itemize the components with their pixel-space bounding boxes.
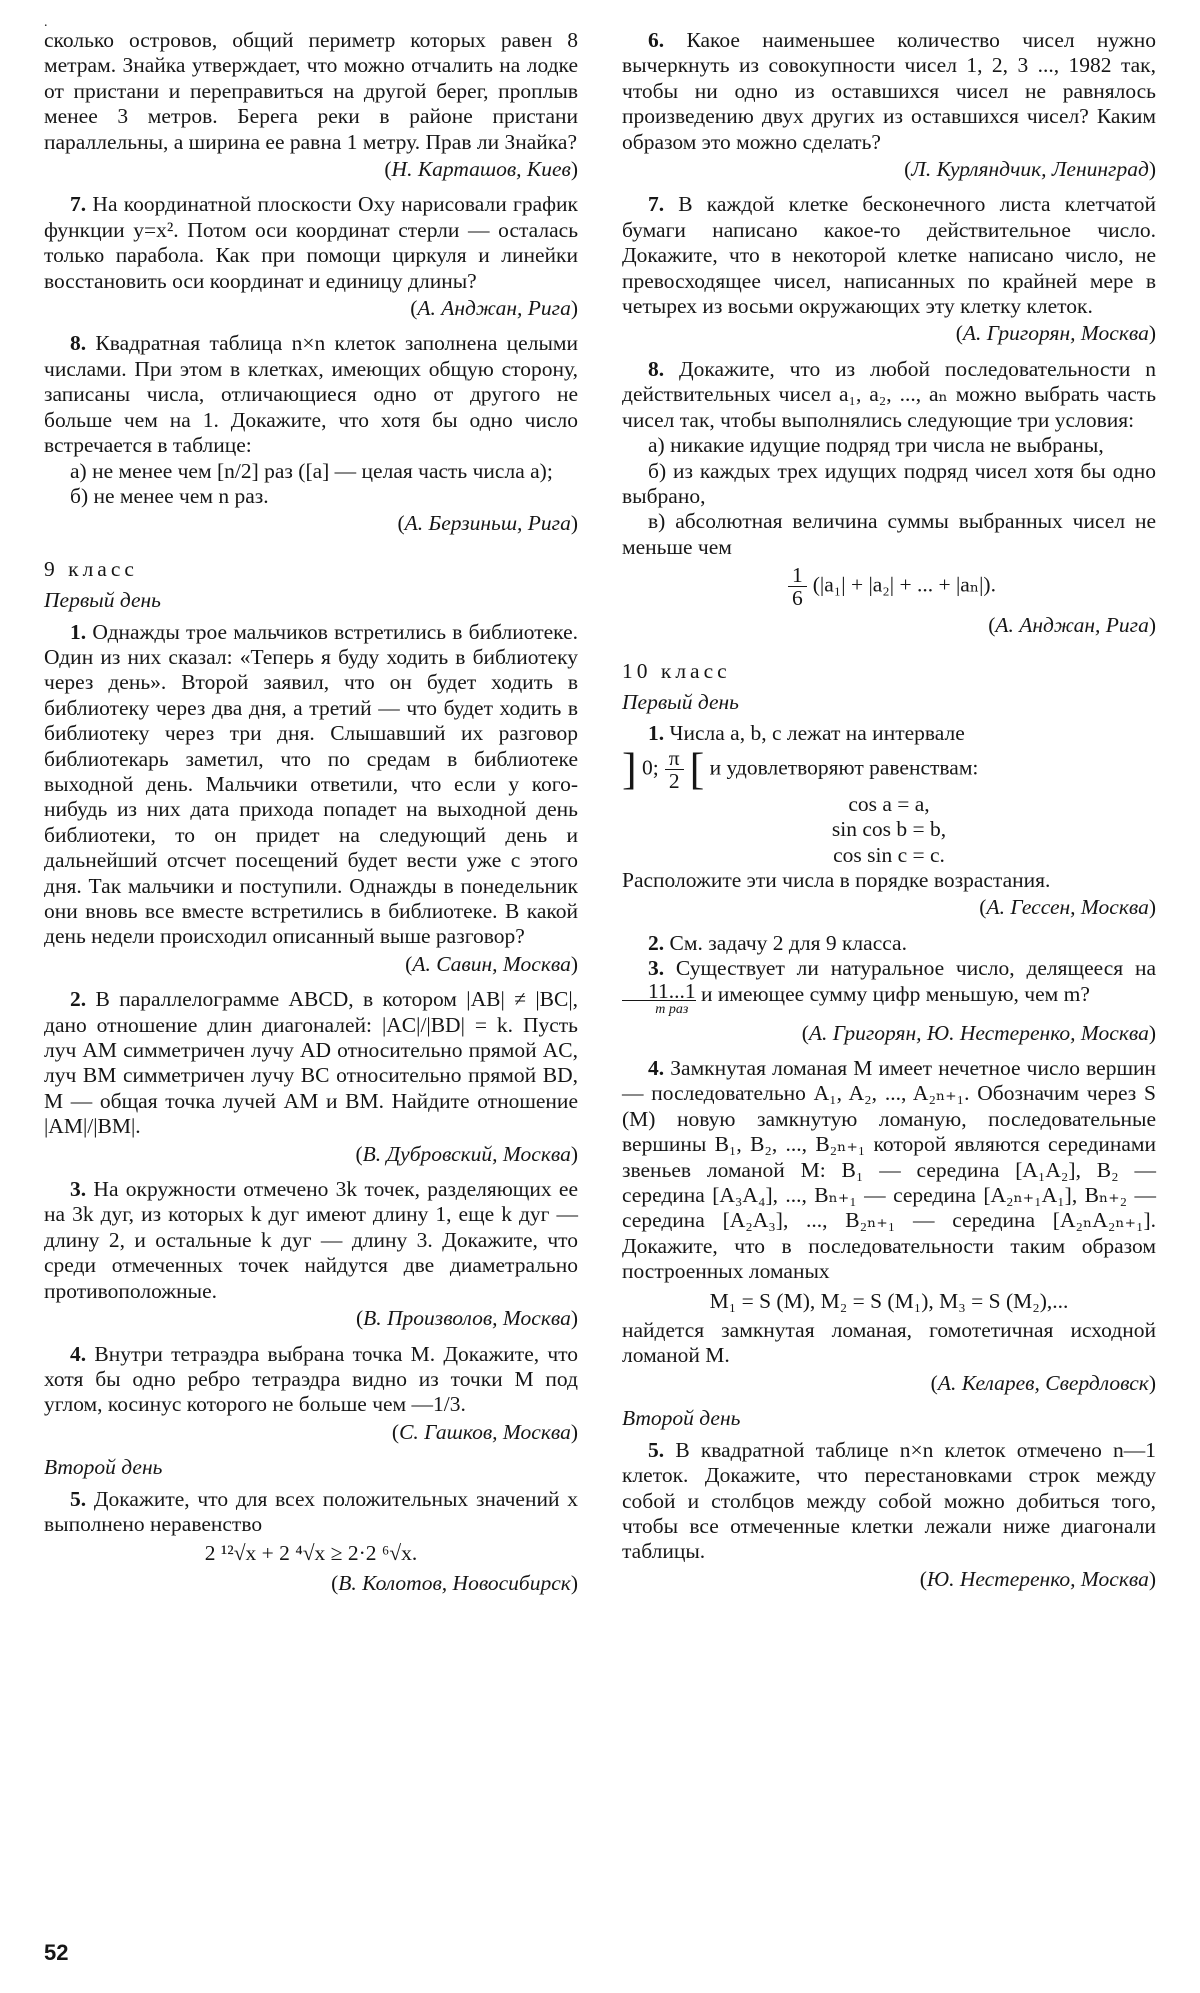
grade-10-problem-4-number: 4. bbox=[648, 1056, 665, 1080]
grade-9-day-1-heading: Первый день bbox=[44, 588, 161, 613]
pi-over-two-fraction: $\frac{\pi}{2}$ bbox=[665, 747, 684, 792]
grade-9-heading: 9 класс bbox=[44, 556, 138, 581]
grade-10-problem-1-author: (А. Гессен, Москва) bbox=[979, 895, 1156, 920]
grade-10-problem-1-number: 1. bbox=[648, 721, 665, 746]
problem-8-part-a: а) не менее чем [n/2] раз ([a] — целая часть числа a); bbox=[70, 458, 553, 483]
problem-8-right-formula: $\frac{1}{6}$ (|a₁| + |a₂| + ... + |aₙ|). bbox=[622, 564, 1156, 609]
problem-7-right: 7. В каждой клетке бесконечного листа клетчатой бумаги написано какое-то действительное число. Докажите, что в некоторой клетке написано число, не превосходящее чисел, написанных по крайней мере в четырех из восьми окружающих эту клетку клеток. bbox=[622, 192, 1157, 319]
grade-9-problem-3-number: 3. bbox=[70, 1177, 87, 1202]
grade-10-problem-1-equation-3: cos sin c = c. bbox=[833, 842, 945, 867]
problem-8-right-part-a: а) никакие идущие подряд три числа не выбраны, bbox=[648, 433, 1104, 458]
grade-10-problem-4: 4. Замкнутая ломаная M имеет нечетное число вершин — последовательно A₁, A₂, ..., A₂ₙ₊₁. Обозначим через S (M) новую замкнутую ломаную, последовательные вершины B₁, B₂, ..., B₂ₙ₊₁ которой являются серединами звеньев ломаной M: B₁ — середина [A₁A₂], B₂ — середина [A₃A₄], ..., Bₙ₊₁ — середина [A₂ₙ₊₁A₁], Bₙ₊₂ — середина [A₂A₃], ..., B₂ₙ₊₁ — середина [A₂ₙA₂ₙ₊₁]. Докажите, что в последовательности таким образом построенных ломаных bbox=[622, 1056, 1157, 1284]
problem-8-author: (А. Берзиньш, Рига) bbox=[397, 511, 578, 536]
left-column bbox=[44, 28, 578, 1606]
grade-10-heading: 10 класс bbox=[622, 658, 731, 683]
grade-10-problem-5-number: 5. bbox=[648, 1437, 665, 1462]
problem-7-author: (А. Анджан, Рига) bbox=[410, 296, 578, 321]
top-mark: . bbox=[44, 15, 48, 30]
grade-10-problem-1: 1. Числа a, b, c лежат на интервале bbox=[648, 721, 965, 746]
problem-7: 7. На координатной плоскости Oxy нарисовали график функции y=x². Потом оси координат стерли — осталась только парабола. Как при помощи циркуля и линейки восстановить оси координат и единицу длины? bbox=[44, 192, 578, 293]
grade-10-problem-4-formula: M₁ = S (M), M₂ = S (M₁), M₃ = S (M₂),... bbox=[709, 1288, 1069, 1313]
grade-10-problem-3: 3. Существует ли натуральное число, делящееся на 11...1 m раз и имеющее сумму цифр меньшую, чем m? bbox=[622, 956, 1156, 1018]
grade-9-problem-2-number: 2. bbox=[70, 987, 87, 1012]
grade-9-problem-4-number: 4. bbox=[70, 1341, 87, 1366]
grade-9-problem-1-number: 1. bbox=[70, 619, 87, 644]
page-number: 52 bbox=[44, 1940, 69, 1965]
problem-8-right: 8. Докажите, что из любой последовательности n действительных чисел a₁, a₂, ..., aₙ можно выбрать часть чисел так, чтобы выполнялись следующие три условия: bbox=[622, 356, 1156, 432]
grade-10-problem-1-end: Расположите эти числа в порядке возрастания. bbox=[622, 867, 1051, 892]
grade-10-problem-2: 2. См. задачу 2 для 9 класса. bbox=[648, 930, 907, 955]
grade-10-problem-3-author: (А. Григорян, Ю. Нестеренко, Москва) bbox=[801, 1020, 1156, 1045]
right-column bbox=[622, 28, 1156, 1602]
grade-10-problem-1-equation-1: cos a = a, bbox=[848, 791, 930, 816]
problem-6: 6. Какое наименьшее количество чисел нужно вычеркнуть из совокупности чисел 1, 2, 3 ..., 1982 так, чтобы ни одно из оставшихся чисел не равнялось произведению двух других из оставшихся чисел? Каким образом это можно сделать? bbox=[622, 28, 1157, 154]
problem-8-right-part-c: в) абсолютная величина суммы выбранных чисел не меньше чем bbox=[622, 509, 1156, 559]
grade-10-problem-2-number: 2. bbox=[648, 930, 665, 955]
grade-10-day-1-heading: Первый день bbox=[622, 689, 739, 714]
grade-9-problem-2-author: (В. Дубровский, Москва) bbox=[355, 1141, 578, 1166]
grade-9-problem-2: 2. В параллелограмме ABCD, в котором |AB| ≠ |BC|, дано отношение длин диагоналей: |AC|/|BD| = k. Пусть луч AM симметричен лучу AD относительно прямой AC, луч BM симметричен лучу BC относительно прямой BD, M — общая точка лучей AM и BM. Найдите отношение |AM|/|BM|. bbox=[44, 987, 579, 1139]
grade-9-problem-3-author: (В. Произволов, Москва) bbox=[355, 1306, 578, 1331]
grade-10-problem-4-author: (А. Келарев, Свердловск) bbox=[930, 1370, 1156, 1395]
grade-9-problem-1-author: (А. Савин, Москва) bbox=[405, 951, 578, 976]
grade-9-problem-4: 4. Внутри тетраэдра выбрана точка M. Докажите, что хотя бы одно ребро тетраэдра видно из точки M под углом, косинус которого не больше чем —1/3. bbox=[44, 1341, 579, 1417]
problem-8-right-number: 8. bbox=[648, 356, 665, 381]
problem-6-author: (Н. Карташов, Киев) bbox=[384, 157, 578, 182]
grade-9-problem-4-author: (С. Гашков, Москва) bbox=[391, 1419, 578, 1444]
grade-9-problem-5-author: (В. Колотов, Новосибирск) bbox=[331, 1570, 578, 1595]
problem-6-continuation: сколько островов, общий периметр которых равен 8 метрам. Знайка утверждает, что можно отчалить на лодке от пристани и переправиться на другой берег, проплыв менее 3 метров. Берега реки в районе пристани параллельны, а ширина ее равна 1 метру. Прав ли Знайка? bbox=[44, 28, 578, 154]
problem-7-right-number: 7. bbox=[648, 192, 665, 217]
grade-9-day-2-heading: Второй день bbox=[44, 1455, 163, 1480]
grade-10-problem-5: 5. В квадратной таблице n×n клеток отмечено n—1 клеток. Докажите, что перестановками строк между собой и столбцов между собой можно добиться того, чтобы все отмеченные клетки лежали ниже диагонали таблицы. bbox=[622, 1437, 1157, 1564]
problem-7-author-right: (А. Григорян, Москва) bbox=[955, 321, 1156, 346]
problem-8-part-b: б) не менее чем n раз. bbox=[70, 483, 269, 508]
problem-8-author-right: (А. Анджан, Рига) bbox=[988, 613, 1156, 638]
problem-6-author-right: (Л. Курляндчик, Ленинград) bbox=[904, 157, 1156, 182]
problem-8-right-part-b: б) из каждых трех идущих подряд чисел хотя бы одно выбрано, bbox=[622, 458, 1156, 508]
grade-10-problem-3-number: 3. bbox=[648, 956, 665, 981]
one-sixth-fraction: $\frac{1}{6}$ bbox=[788, 564, 807, 609]
grade-9-problem-3: 3. На окружности отмечено 3k точек, разделяющих ее на 3k дуг, из которых k дуг имеют длину 1, еще k дуг — длину 2, и остальные k дуг — длину 3. Докажите, что среди отмеченных точек найдутся две диаметрально противоположные. bbox=[44, 1177, 578, 1303]
grade-9-problem-5-number: 5. bbox=[70, 1486, 87, 1511]
grade-10-problem-5-author: (Ю. Нестеренко, Москва) bbox=[919, 1566, 1156, 1591]
problem-8-number: 8. bbox=[70, 331, 87, 356]
grade-9-problem-1: 1. Однажды трое мальчиков встретились в библиотеке. Один из них сказал: «Теперь я буду ходить в библиотеку через день». Второй заявил, что он будет ходить в библиотеку через два дня, а третий — что будет ходить в библиотеку через три дня. Слышавший их разговор библиотекарь заметил, что по средам в библиотеке выходной день. Мальчики ответили, что если у кого-нибудь из них дата прихода попадет на выходной день библиотеки, то он придет на следующий день и дальнейший отсчет посещений будет вести уже с этого дня. Так мальчики и поступили. Однажды в понедельник они вновь все вместе встретились в библиотеке. В какой день недели происходил описанный выше разговор? bbox=[44, 619, 578, 949]
grade-10-problem-4-end: найдется замкнутая ломаная, гомотетичная исходной ломаной M. bbox=[622, 1318, 1156, 1368]
problem-7-number: 7. bbox=[70, 192, 87, 217]
grade-9-problem-5: 5. Докажите, что для всех положительных значений x выполнено неравенство bbox=[44, 1486, 578, 1536]
grade-10-day-2-heading: Второй день bbox=[622, 1406, 741, 1431]
problem-8: 8. Квадратная таблица n×n клеток заполнена целыми числами. При этом в клетках, имеющих общую сторону, записаны числа, отличающиеся одно от другого не больше чем на 1. Докажите, что хотя бы одно число встречается в таблице: bbox=[44, 331, 578, 458]
problem-6-number: 6. bbox=[648, 28, 665, 52]
grade-10-problem-1-interval: ] 0; $\frac{\pi}{2}$ [ и удовлетворяют равенствам: bbox=[622, 744, 979, 794]
repunit-underbrace: 11...1 m раз bbox=[622, 982, 696, 1019]
grade-9-problem-5-formula: 2 ¹²√x + 2 ⁴√x ≥ 2·2 ⁶√x. bbox=[204, 1541, 418, 1566]
grade-10-problem-1-equation-2: sin cos b = b, bbox=[831, 817, 947, 842]
